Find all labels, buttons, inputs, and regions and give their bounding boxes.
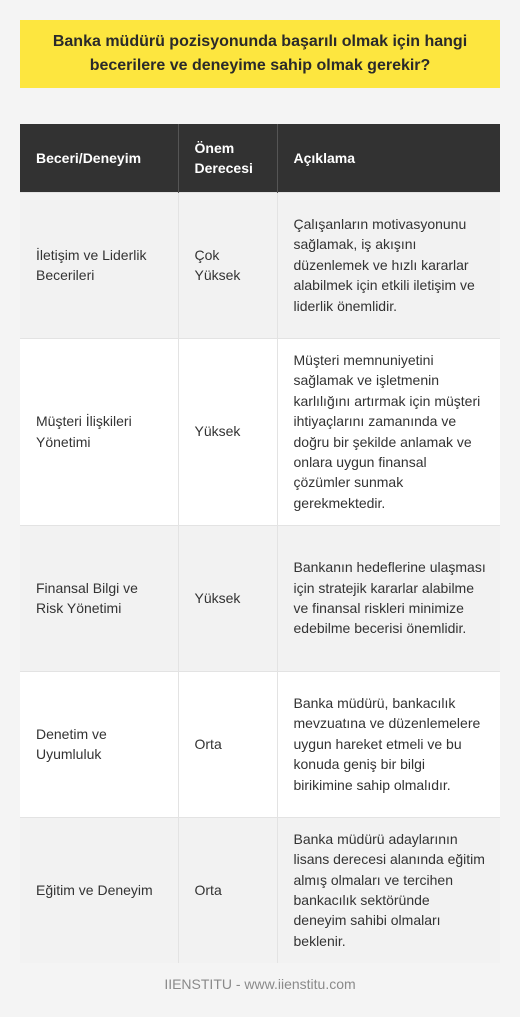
skill-cell: Eğitim ve Deneyim xyxy=(20,817,178,963)
importance-cell: Çok Yüksek xyxy=(178,192,277,338)
skill-cell: Finansal Bilgi ve Risk Yönetimi xyxy=(20,525,178,671)
page-title-text: Banka müdürü pozisyonunda başarılı olmak için hangi becerilere ve deneyime sahip olmak gerekir? xyxy=(52,33,468,74)
table-header-row xyxy=(20,124,500,192)
table-row xyxy=(20,338,500,525)
importance-cell: Orta xyxy=(178,817,277,963)
column-header-skill: Beceri/Deneyim xyxy=(20,124,178,192)
description-cell: Banka müdürü, bankacılık mevzuatına ve düzenlemelere uygun hareket etmeli ve bu konuda geniş bir bilgi birikimine sahip olmalıdır. xyxy=(277,671,500,817)
description-cell: Bankanın hedeflerine ulaşması için stratejik kararlar alabilme ve finansal riskleri minimize edebilme becerisi önemlidir. xyxy=(277,525,500,671)
description-cell: Müşteri memnuniyetini sağlamak ve işletmenin karlılığını artırmak için müşteri ihtiyaçlarını zamanında ve doğru bir şekilde anlamak ve onlara uygun finansal çözümler sunmak gerekmektedir. xyxy=(277,338,500,525)
skills-table xyxy=(20,124,500,963)
skill-cell: Denetim ve Uyumluluk xyxy=(20,671,178,817)
page-title xyxy=(20,20,500,88)
importance-cell: Orta xyxy=(178,671,277,817)
importance-cell: Yüksek xyxy=(178,525,277,671)
footer-credit: IIENSTITU - www.iienstitu.com xyxy=(164,976,356,992)
column-header-description: Açıklama xyxy=(277,124,500,192)
description-cell: Çalışanların motivasyonunu sağlamak, iş akışını düzenlemek ve hızlı kararlar alabilmek için etkili iletişim ve liderlik önemlidir. xyxy=(277,192,500,338)
importance-cell: Yüksek xyxy=(178,338,277,525)
skill-cell: Müşteri İlişkileri Yönetimi xyxy=(20,338,178,525)
table-row xyxy=(20,671,500,817)
table-row xyxy=(20,192,500,338)
table-row xyxy=(20,817,500,963)
table-row xyxy=(20,525,500,671)
description-cell: Banka müdürü adaylarının lisans derecesi alanında eğitim almış olmaları ve tercihen bankacılık sektöründe deneyim sahibi olmaları beklenir. xyxy=(277,817,500,963)
skill-cell: İletişim ve Liderlik Becerileri xyxy=(20,192,178,338)
column-header-importance: Önem Derecesi xyxy=(178,124,277,192)
